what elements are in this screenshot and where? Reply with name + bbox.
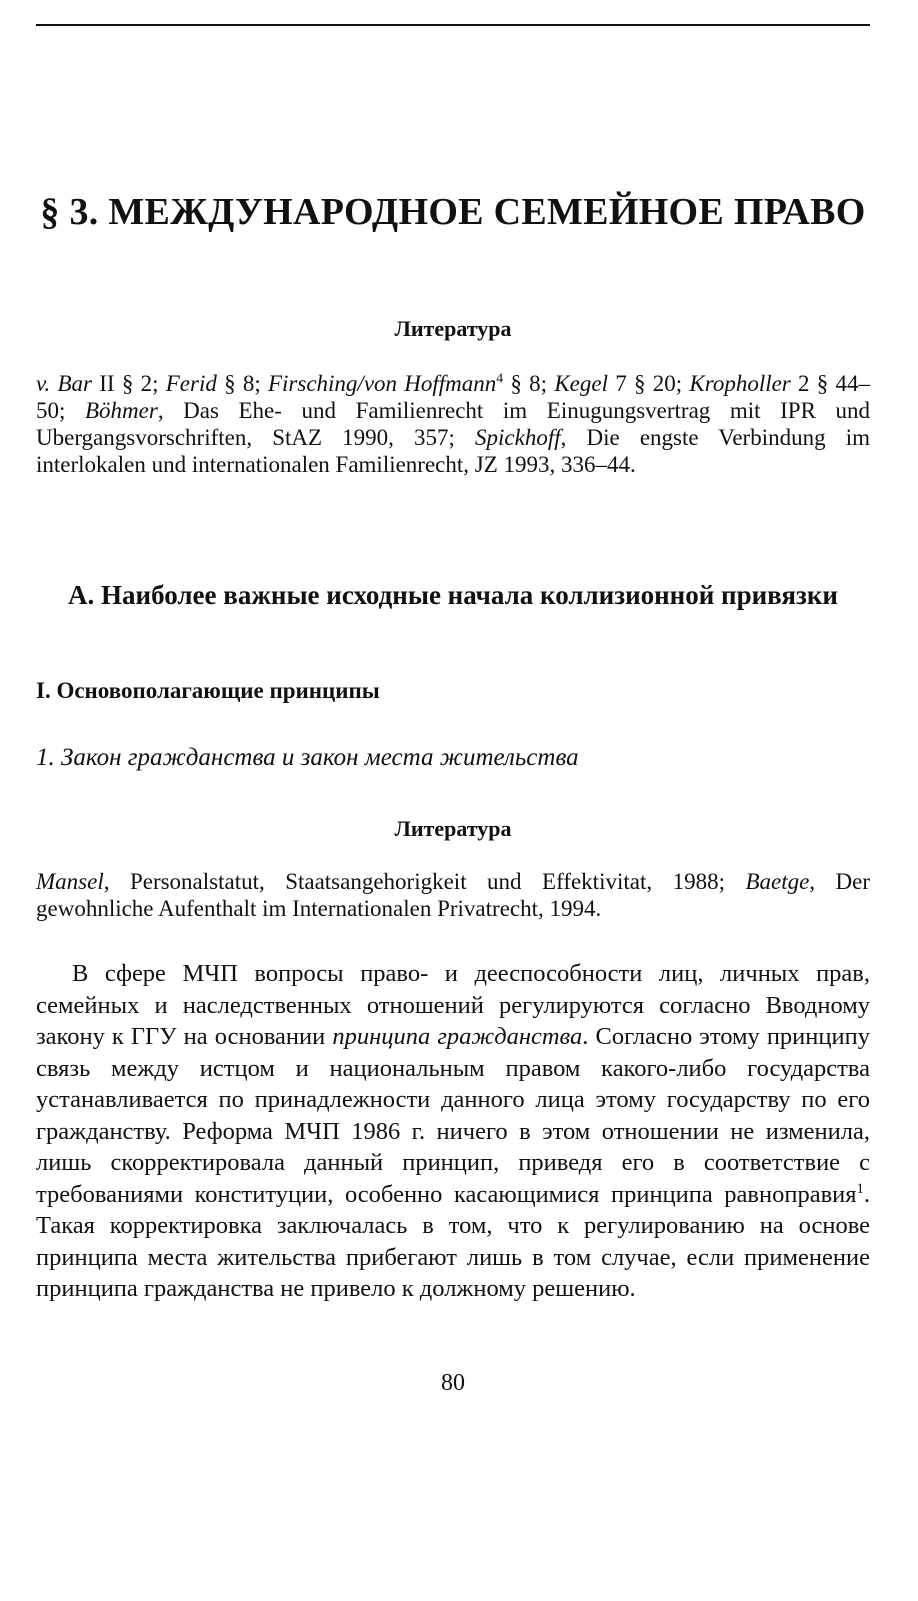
- body-italic-term: принципа гражданства: [332, 1023, 583, 1050]
- lit-entry: , Das Ehe- und Familienrecht im Einugungsvertrag mit IPR und Ubergangsvorschriften, StAZ 1990, 357;: [36, 398, 871, 450]
- subsection-heading: 1. Закон гражданства и закон места жительства: [36, 744, 579, 771]
- page-number: 80: [441, 1370, 465, 1396]
- section-a-heading: А. Наиболее важные исходные начала коллизионной привязки: [68, 580, 838, 610]
- lit-entry: § 8;: [503, 371, 555, 396]
- lit-author: Böhmer: [84, 398, 158, 423]
- literature-list: [36, 370, 870, 478]
- lit-entry: , Personalstatut, Staatsangehorigkeit und Effektivitat, 1988;: [103, 869, 746, 894]
- literature-list-2: [36, 868, 870, 922]
- top-rule: [36, 24, 870, 26]
- body-text-segment: В сфере МЧП вопросы право- и дееспособности лиц, личных прав, семейных и наследственных отношений регулируются согласно Вводному закону к ГГУ на основании: [36, 960, 870, 1050]
- lit-author: v. Bar: [36, 371, 93, 396]
- body-paragraph: [36, 958, 870, 1305]
- body-text-segment: . Такая корректировка заключалась в том, что к регулированию на основе принципа места жительства прибегают лишь в том случае, если применение принципа гражданства не привело к должному решению.: [36, 1180, 870, 1302]
- lit-entry: , Der gewohnliche Aufenthalt im Internationalen Privatrecht, 1994.: [36, 869, 870, 921]
- lit-author: Baetge: [745, 869, 810, 894]
- literature-heading: Литература: [394, 316, 512, 341]
- chapter-title: § 3. МЕЖДУНАРОДНОЕ СЕМЕЙНОЕ ПРАВО: [40, 191, 866, 233]
- body-text-segment: . Согласно этому принципу связь между истцом и национальным правом какого-либо государства устанавливается по принадлежности данного лица этому государству по его гражданству. Реформа МЧП 1986 г. ничего в этом отношении не изменила, лишь скорректировала данный принцип, приведя его в соответствие с требованиями конституции, особенно касающимися принципа равноправия: [36, 1023, 870, 1208]
- footnote-reference: 1: [856, 1180, 864, 1197]
- lit-entry: II § 2;: [92, 371, 166, 396]
- lit-author: Spickhoff: [475, 425, 561, 450]
- lit-author: Ferid: [165, 371, 217, 396]
- literature-heading-2: Литература: [394, 816, 512, 841]
- lit-author: Kropholler: [689, 371, 791, 396]
- lit-author: Mansel: [36, 869, 104, 894]
- section-i-heading: I. Основополагающие принципы: [36, 678, 380, 703]
- lit-entry: 7 § 20;: [607, 371, 690, 396]
- edition-superscript: 4: [496, 370, 504, 386]
- lit-author: Firsching/von Hoffmann: [267, 371, 497, 396]
- lit-author: Kegel: [554, 371, 608, 396]
- lit-entry: § 8;: [216, 371, 268, 396]
- lit-entry: , Die engste Verbindung im interlokalen und internationalen Familienrecht, JZ 1993, 336–44.: [36, 425, 871, 477]
- lit-entry: 2 § 44–50;: [36, 371, 871, 423]
